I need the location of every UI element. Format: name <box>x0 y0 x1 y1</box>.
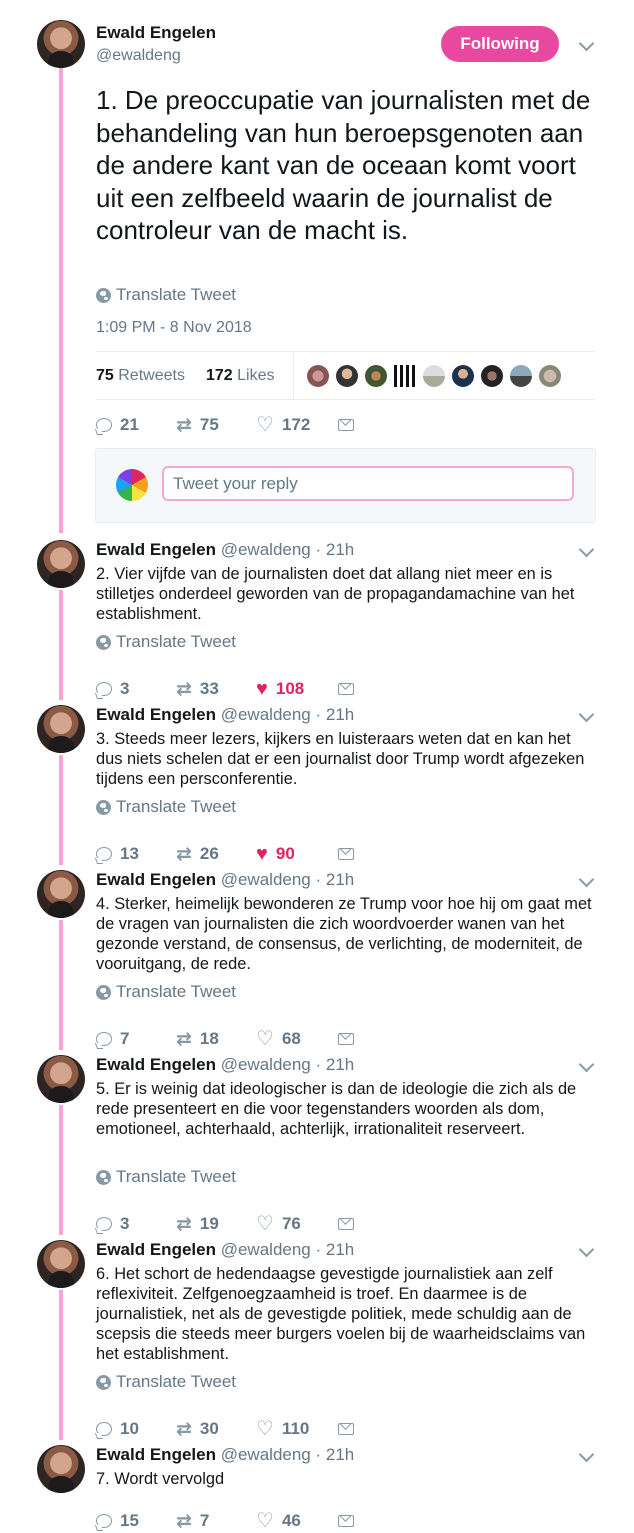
reply-count: 3 <box>120 1214 130 1233</box>
chevron-down-icon[interactable] <box>579 1057 595 1073</box>
chevron-down-icon[interactable] <box>579 1242 595 1258</box>
like-button[interactable] <box>256 1417 309 1441</box>
author-name: Ewald Engelen <box>96 1240 216 1259</box>
like-button[interactable] <box>256 1509 301 1533</box>
likes-count: 172 <box>206 367 233 384</box>
liker-avatar[interactable] <box>365 365 387 387</box>
liker-avatar[interactable] <box>307 365 329 387</box>
thread-line <box>59 1290 63 1440</box>
thread-line <box>59 920 63 1050</box>
like-count: 90 <box>275 844 295 863</box>
chevron-down-icon[interactable] <box>579 872 595 888</box>
direct-message-button[interactable] <box>338 677 354 701</box>
globe-icon <box>96 800 111 815</box>
envelope-icon <box>338 1033 354 1045</box>
retweet-button[interactable] <box>176 1509 209 1533</box>
following-button[interactable]: Following <box>441 26 559 62</box>
retweet-icon: ⇄ <box>176 1028 192 1050</box>
chevron-down-icon[interactable] <box>579 36 595 52</box>
tweet-actions <box>96 677 396 701</box>
retweet-icon: ⇄ <box>176 1418 192 1440</box>
like-button[interactable] <box>256 842 295 866</box>
reply-button[interactable] <box>96 677 129 701</box>
tweet-text: 2. Vier vijfde van de journalisten doet dat allang niet meer en is stilletjes onderdeel geworden van de propagandamachine van het establishment. <box>96 565 575 623</box>
thread-line <box>59 1105 63 1235</box>
tweet-header[interactable] <box>96 1055 354 1075</box>
globe-icon <box>96 1170 111 1185</box>
like-count: 172 <box>281 415 311 434</box>
retweet-count: 75 <box>199 415 219 434</box>
direct-message-button[interactable] <box>338 1417 354 1441</box>
liker-avatar[interactable] <box>423 365 445 387</box>
author-handle[interactable]: @ewaldeng <box>96 47 181 64</box>
retweet-icon: ⇄ <box>176 678 192 700</box>
tweet-text: 6. Het schort de hedendaagse gevestigde journalistiek aan zelf reflexiviteit. Zelfgenoegzaamheid is troef. En daarmee is de journalistiek, net als de gevestigde politiek, mede schuldig aan de scepsis die steeds meer burgers voelen bij de waarheidsclaims van het establishment. <box>96 1265 586 1363</box>
reply-icon <box>96 1514 112 1528</box>
avatar[interactable] <box>37 870 85 918</box>
chevron-down-icon[interactable] <box>579 1447 595 1463</box>
avatar[interactable] <box>37 1445 85 1493</box>
like-count: 76 <box>281 1214 301 1233</box>
reply-composer <box>95 448 596 523</box>
retweet-count: 30 <box>199 1419 219 1438</box>
heart-icon: ♡ <box>256 1213 274 1235</box>
reply-button[interactable] <box>96 1027 129 1051</box>
retweet-button[interactable] <box>176 677 219 701</box>
liker-avatar[interactable] <box>481 365 503 387</box>
reply-button[interactable] <box>96 413 139 437</box>
globe-icon <box>96 985 111 1000</box>
translate-tweet-link[interactable] <box>96 632 236 652</box>
like-button[interactable] <box>256 677 304 701</box>
avatar[interactable] <box>37 705 85 753</box>
tweet-header[interactable] <box>96 1240 354 1260</box>
reply-icon <box>96 1422 112 1436</box>
tweet-header[interactable] <box>96 705 354 725</box>
envelope-icon <box>338 1515 354 1527</box>
direct-message-button[interactable] <box>338 1027 354 1051</box>
retweets-stat[interactable] <box>96 367 185 385</box>
tweet-actions <box>96 413 396 437</box>
author-meta: @ewaldeng · 21h <box>220 705 355 724</box>
translate-tweet-link[interactable] <box>96 1167 236 1187</box>
tweet-header[interactable] <box>96 540 354 560</box>
author-name: Ewald Engelen <box>96 1445 216 1464</box>
avatar[interactable] <box>37 540 85 588</box>
translate-label: Translate Tweet <box>116 797 237 816</box>
translate-label: Translate Tweet <box>116 632 237 651</box>
heart-icon: ♡ <box>256 1510 274 1532</box>
tweet-actions <box>96 1027 396 1051</box>
author-name: Ewald Engelen <box>96 1055 216 1074</box>
reply-icon <box>96 847 112 861</box>
avatar[interactable] <box>37 20 85 68</box>
chevron-down-icon[interactable] <box>579 542 595 558</box>
retweet-count: 7 <box>199 1511 210 1530</box>
tweet-stats <box>96 351 595 400</box>
author-name: Ewald Engelen <box>96 705 216 724</box>
heart-icon: ♡ <box>256 1418 274 1440</box>
globe-icon <box>96 635 111 650</box>
reply-icon <box>96 1032 112 1046</box>
author-meta: @ewaldeng · 21h <box>220 1240 355 1259</box>
globe-icon <box>96 1375 111 1390</box>
tweet-text: 7. Wordt vervolgd <box>96 1470 225 1488</box>
heart-icon: ♥ <box>256 843 268 865</box>
likes-label: Likes <box>237 367 275 384</box>
tweet-actions <box>96 1417 396 1441</box>
tweet-text: 5. Er is weinig dat ideologischer is dan de ideologie die zich als de rede presenteert en die voor tegenstanders woorden als dom, emotioneel, achterhaald, achterlijk, irrationaliteit reserveert. <box>96 1080 577 1138</box>
like-button[interactable] <box>256 1027 301 1051</box>
reply-button[interactable] <box>96 842 139 866</box>
envelope-icon <box>338 1218 354 1230</box>
like-button[interactable] <box>256 1212 301 1236</box>
direct-message-button[interactable] <box>338 413 354 437</box>
translate-tweet-link[interactable] <box>96 982 236 1002</box>
heart-icon: ♥ <box>256 678 268 700</box>
direct-message-button[interactable] <box>338 1212 354 1236</box>
retweet-button[interactable] <box>176 1417 219 1441</box>
retweet-count: 26 <box>199 844 219 863</box>
retweet-button[interactable] <box>176 1212 219 1236</box>
like-count: 108 <box>275 679 305 698</box>
thread-line <box>59 590 63 700</box>
reply-count: 3 <box>120 679 130 698</box>
retweet-count: 19 <box>199 1214 219 1233</box>
translate-tweet-link[interactable] <box>96 285 236 305</box>
retweet-button[interactable] <box>176 842 219 866</box>
retweet-count: 33 <box>199 679 219 698</box>
envelope-icon <box>338 848 354 860</box>
reply-icon <box>96 682 112 696</box>
tweet-actions <box>96 842 396 866</box>
tweet-text: 4. Sterker, heimelijk bewonderen ze Trump voor hoe hij om gaat met de vragen van journalisten die zich woordvoerder wanen van het gezonde verstand, de consensus, de verlichting, de moderniteit, de vooruitgang, de rede. <box>96 895 592 973</box>
envelope-icon <box>338 1423 354 1435</box>
retweet-icon: ⇄ <box>176 1510 192 1532</box>
retweet-count: 18 <box>199 1029 219 1048</box>
like-button[interactable] <box>256 413 310 437</box>
envelope-icon <box>338 683 354 695</box>
retweet-icon: ⇄ <box>176 843 192 865</box>
author-name: Ewald Engelen <box>96 540 216 559</box>
tweet-timestamp[interactable]: 1:09 PM - 8 Nov 2018 <box>96 319 252 336</box>
tweet-actions <box>96 1509 396 1533</box>
heart-icon: ♡ <box>256 414 274 436</box>
globe-icon <box>96 288 111 303</box>
retweet-icon: ⇄ <box>176 1213 192 1235</box>
stats-divider <box>293 352 294 399</box>
reply-button[interactable] <box>96 1417 139 1441</box>
avatar[interactable] <box>37 1240 85 1288</box>
retweets-label: Retweets <box>118 367 185 384</box>
avatar[interactable] <box>37 1055 85 1103</box>
translate-tweet-link[interactable] <box>96 797 236 817</box>
reply-count: 21 <box>120 415 139 434</box>
retweet-button[interactable] <box>176 1027 219 1051</box>
retweets-count: 75 <box>96 367 114 384</box>
like-count: 110 <box>281 1419 310 1438</box>
like-count: 68 <box>281 1029 301 1048</box>
translate-label: Translate Tweet <box>116 982 237 1001</box>
liker-avatar[interactable] <box>452 365 474 387</box>
reply-count: 7 <box>120 1029 130 1048</box>
tweet-text: 3. Steeds meer lezers, kijkers en luisteraars weten dat en kan het dus niets schelen dat er een journalist door Trump wordt afgezeken tijdens een persconferentie. <box>96 730 585 788</box>
reply-icon <box>96 418 112 432</box>
author-name[interactable]: Ewald Engelen <box>96 23 216 42</box>
direct-message-button[interactable] <box>338 1509 354 1533</box>
envelope-icon <box>338 419 354 431</box>
thread-line <box>59 68 63 533</box>
tweet-header[interactable] <box>96 870 354 890</box>
translate-label: Translate Tweet <box>116 1372 237 1391</box>
liker-avatar[interactable] <box>510 365 532 387</box>
translate-label: Translate Tweet <box>116 1167 237 1186</box>
reply-button[interactable] <box>96 1509 139 1533</box>
reply-button[interactable] <box>96 1212 129 1236</box>
liker-avatar[interactable] <box>539 365 561 387</box>
heart-icon: ♡ <box>256 1028 274 1050</box>
tweet-text: 1. De preoccupatie van journalisten met de behandeling van hun beroepsgenoten aan de andere kant van de oceaan komt voort uit een zelfbeeld waarin de journalist de controleur van de macht is. <box>96 85 591 246</box>
likes-stat[interactable] <box>206 367 275 385</box>
reply-icon <box>96 1217 112 1231</box>
author-meta: @ewaldeng · 21h <box>220 1445 355 1464</box>
tweet-header[interactable] <box>96 1445 354 1465</box>
thread-line <box>59 755 63 865</box>
reply-input[interactable]: Tweet your reply <box>162 466 574 501</box>
author-meta: @ewaldeng · 21h <box>220 870 355 889</box>
direct-message-button[interactable] <box>338 842 354 866</box>
liker-avatar[interactable] <box>336 365 358 387</box>
retweet-button[interactable] <box>176 413 219 437</box>
like-count: 46 <box>281 1511 301 1530</box>
retweet-icon: ⇄ <box>176 414 192 436</box>
reply-count: 15 <box>120 1511 139 1530</box>
reply-count: 10 <box>120 1419 139 1438</box>
author-meta: @ewaldeng · 21h <box>220 540 355 559</box>
author-name: Ewald Engelen <box>96 870 216 889</box>
author-meta: @ewaldeng · 21h <box>220 1055 355 1074</box>
tweet-actions <box>96 1212 396 1236</box>
translate-label: Translate Tweet <box>116 285 237 304</box>
translate-tweet-link[interactable] <box>96 1372 236 1392</box>
liker-avatar[interactable] <box>394 365 416 387</box>
reply-count: 13 <box>120 844 139 863</box>
chevron-down-icon[interactable] <box>579 707 595 723</box>
user-avatar <box>116 469 148 501</box>
